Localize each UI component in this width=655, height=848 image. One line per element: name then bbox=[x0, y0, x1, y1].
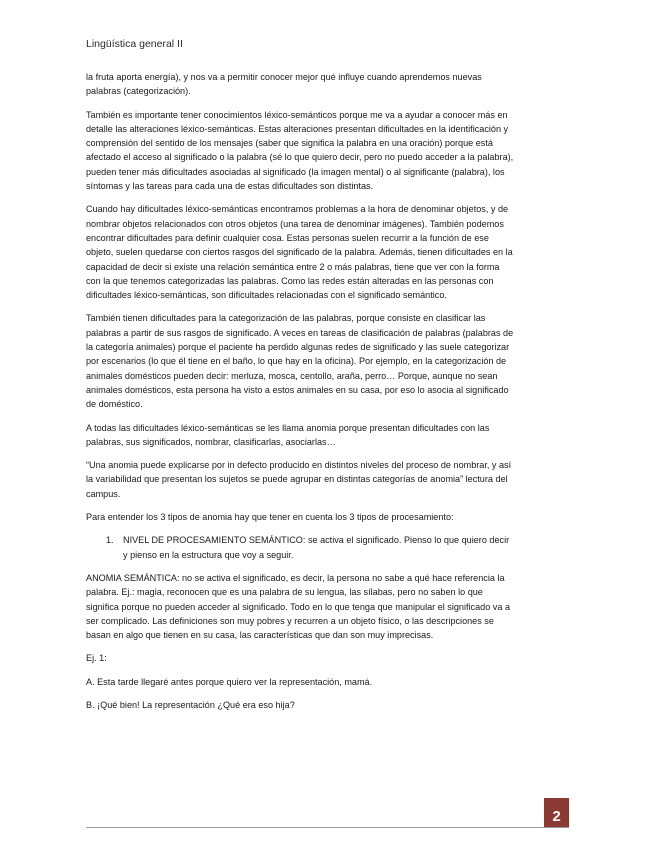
quote-paragraph: “Una anomia puede explicarse por in defecto producido en distintos niveles del proceso de nombrar, y así la variabilidad que presentan los sujetos se puede agrupar en distintas categorías de anomia” lectura del campus. bbox=[86, 460, 512, 499]
paragraph: la fruta aporta energía), y nos va a permitir conocer mejor qué influye cuando aprendemos nuevas palabras (categorización). bbox=[86, 72, 482, 97]
running-header: Lingüística general II bbox=[86, 38, 183, 50]
document-body bbox=[86, 70, 514, 721]
list-item bbox=[86, 533, 514, 562]
page-number-badge bbox=[544, 798, 569, 827]
example-label: Ej. 1: bbox=[86, 653, 107, 664]
page-number: 2 bbox=[552, 808, 561, 825]
paragraph: También es importante tener conocimientos léxico-semánticos porque me va a ayudar a conocer más en detalle las alteraciones léxico-semánticas. Estas alteraciones presentan dificultades en la identificación y comprensión del sentido de los mensajes (saber que significa la palabra en una oración) porque está afectado el acceso al significado o la palabra (sé lo que quiero decir, pero no puedo acceder a la palabra), pueden tener más dificultades asociadas al significado (la imagen mental) o al significante (palabra), los síntomas y las tareas para cada una de estas dificultades son distintas. bbox=[86, 109, 514, 192]
paragraph: Cuando hay dificultades léxico-semánticas encontramos problemas a la hora de denominar objetos, y de nombrar objetos relacionados con otros objetos (una tarea de denominar imágenes). También podemos encontrar dificultades para definir cualquier cosa. Estas personas suelen recurrir a la función de ese objeto, suelen quedarse con ciertos rasgos del significado de la palabra. Además, tienen dificultades en la capacidad de decir si existe una relación semántica entre 2 o más palabras, tiene que ver con la forma con la que tenemos categorizadas las palabras. Como las redes están alteradas en las personas con dificultades léxico-semánticas, son dificultades relacionadas con el significado semántico. bbox=[86, 204, 513, 301]
list-item-text: NIVEL DE PROCESAMIENTO SEMÁNTICO: se activa el significado. Pienso lo que quiero decir y pienso en la estructura que voy a seguir. bbox=[123, 535, 510, 560]
paragraph: También tienen dificultades para la categorización de las palabras, porque consiste en clasificar las palabras a partir de sus rasgos de significado. A veces en tareas de clasificación de palabras (palabras de la categoría animales) porque el paciente ha perdido algunas redes de significado y las suele categorizar por escenarios (lo que él tiene en el baño, lo que hay en la oficina). Por ejemplo, en la categorización de animales domésticos pueden decir: merluza, mosca, centollo, araña, perro… Porque, aunque no sean animales domésticos, esta persona ha visto a estos animales en su casa, por eso lo asocia al significado de doméstico. bbox=[86, 313, 514, 410]
example-line-b: B. ¡Qué bien! La representación ¿Qué era eso hija? bbox=[86, 699, 295, 710]
paragraph: A todas las dificultades léxico-semánticas se les llama anomia porque presentan dificultades con las palabras, sus significados, nombrar, clasificarlas, asociarlas… bbox=[86, 422, 490, 447]
example-line-a: A. Esta tarde llegaré antes porque quiero ver la representación, mamá. bbox=[86, 676, 373, 687]
list-number: 1. bbox=[106, 535, 114, 546]
paragraph: Para entender los 3 tipos de anomia hay que tener en cuenta los 3 tipos de procesamiento: bbox=[86, 512, 454, 523]
footer-rule bbox=[86, 827, 569, 828]
list-subitem: ANOMIA SEMÁNTICA: no se activa el significado, es decir, la persona no sabe a qué hace referencia la palabra. Ej.: magia, reconocen que es una palabra de su lengua, las sílabas, pero no saben lo que significa porque no pueden acceder al significado. Todo en lo que tenga que manipular el significado va a ser complicado. Las definiciones son muy pobres y recurren a un objeto físico, o las descripciones se basan en algo que tienen en su casa, las características que dan son muy imprecisas. bbox=[86, 572, 510, 641]
